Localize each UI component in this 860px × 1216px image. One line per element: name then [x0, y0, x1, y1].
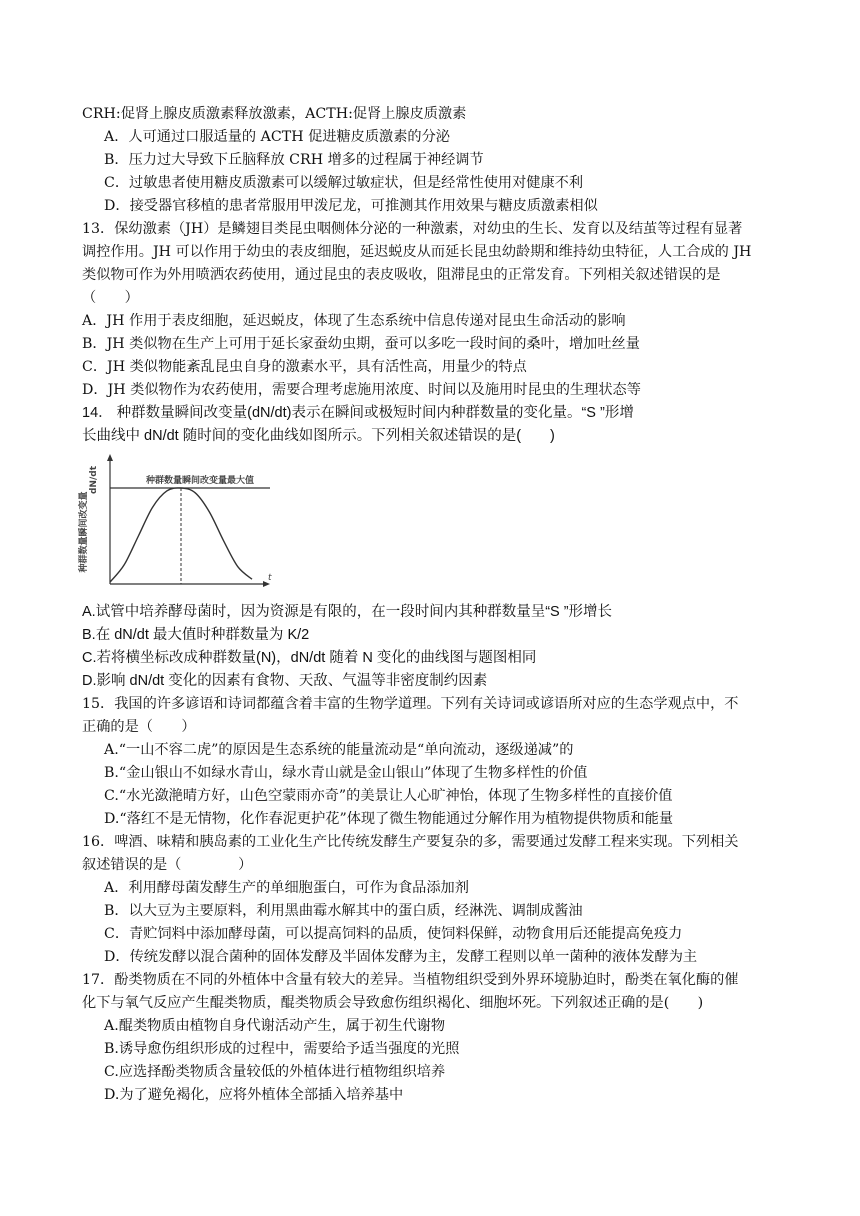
option-d: D．接受器官移植的患者常服用甲泼尼龙，可推测其作用效果与糖皮质激素相似 — [104, 198, 598, 214]
max-value-annotation: 种群数量瞬间改变量最大值 — [146, 476, 255, 486]
question-13-stem: 13．保幼激素（JH）是鳞翅目类昆虫咽侧体分泌的一种激素，对幼虫的生长、发育以及结茧等过程有显著 — [82, 221, 743, 237]
option-a: A.“一山不容二虎”的原因是生态系统的能量流动是“单向流动，逐级递减”的 — [104, 742, 574, 758]
text-line: CRH:促肾上腺皮质激素释放激素，ACTH:促肾上腺皮质激素 — [82, 106, 467, 122]
y-axis-label: 种群数量瞬间改变量 — [79, 491, 89, 573]
option-a: A.醌类物质由植物自身代谢活动产生，属于初生代谢物 — [104, 1018, 446, 1034]
question-13-stem: 类似物可作为外用喷洒农药使用，通过昆虫的表皮吸收，阻滞昆虫的正常发育。下列相关叙述错误的是 — [82, 267, 721, 283]
option-d: D.“落红不是无情物，化作春泥更护花”体现了微生物能通过分解作用为植物提供物质和能量 — [104, 811, 674, 827]
option-d: D.为了避免褐化，应将外植体全部插入培养基中 — [104, 1087, 404, 1103]
option-a: A.试管中培养酵母菌时，因为资源是有限的，在一段时间内其种群数量呈“S ”形增长 — [82, 604, 613, 620]
option-d: D．JH 类似物作为农药使用，需要合理考虑施用浓度、时间以及施用时昆虫的生理状态等 — [82, 382, 641, 398]
option-c: C．青贮饲料中添加酵母菌，可以提高饲料的品质，使饲料保鲜，动物食用后还能提高免疫力 — [104, 926, 683, 942]
option-b: B．以大豆为主要原料，利用黑曲霉水解其中的蛋白质，经淋洗、调制成酱油 — [104, 903, 583, 919]
option-c: C．过敏患者使用糖皮质激素可以缓解过敏症状，但是经常性使用对健康不利 — [104, 175, 584, 191]
option-c: C．JH 类似物能紊乱昆虫自身的激素水平，具有活性高，用量少的特点 — [82, 359, 527, 375]
answer-blank: （ ） — [82, 290, 139, 306]
option-b: B．JH 类似物在生产上可用于延长家蚕幼虫期，蚕可以多吃一段时间的桑叶，增加吐丝量 — [82, 336, 640, 352]
x-axis-label: t — [268, 573, 272, 583]
option-c: C.若将横坐标改成种群数量(N)，dN/dt 随着 N 变化的曲线图与题图相同 — [82, 650, 537, 666]
question-16-stem: 16．啤酒、味精和胰岛素的工业化生产比传统发酵生产要复杂的多，需要通过发酵工程来实现。下列相关 — [82, 834, 739, 850]
question-15-stem: 15．我国的许多谚语和诗词都蕴含着丰富的生物学道理。下列有关诗词或谚语所对应的生态学观点中，不 — [82, 696, 739, 712]
option-b: B.“金山银山不如绿水青山，绿水青山就是金山银山”体现了生物多样性的价值 — [104, 765, 588, 781]
y-axis-arrow — [107, 454, 113, 461]
option-c: C.“水光潋滟晴方好，山色空蒙雨亦奇”的美景让人心旷神怡，体现了生物多样性的直接价值 — [104, 788, 673, 804]
option-b: B．压力过大导致下丘脑释放 CRH 增多的过程属于神经调节 — [104, 152, 484, 168]
option-b: B.在 dN/dt 最大值时种群数量为 K/2 — [82, 627, 310, 643]
question-13-stem: 调控作用。JH 可以作用于幼虫的表皮细胞，延迟蜕皮从而延长昆虫幼龄期和维持幼虫特征，人工合成的 JH — [82, 244, 752, 260]
question-17-stem: 17．酚类物质在不同的外植体中含量有较大的差异。当植物组织受到外界环境胁迫时，酚类在氧化酶的催 — [82, 972, 739, 988]
option-d: D.影响 dN/dt 变化的因素有食物、天敌、气温等非密度制约因素 — [82, 673, 488, 689]
y-axis-symbol: dN/dt — [89, 466, 99, 495]
question-15-stem: 正确的是（ ） — [82, 719, 196, 735]
option-a: A．JH 作用于表皮细胞，延迟蜕皮，体现了生态系统中信息传递对昆虫生命活动的影响 — [82, 313, 626, 329]
option-d: D．传统发酵以混合菌种的固体发酵及半固体发酵为主，发酵工程则以单一菌种的液体发酵为主 — [104, 949, 698, 965]
question-17-stem: 化下与氧气反应产生醌类物质，醌类物质会导致愈伤组织褐化、细胞坏死。下列叙述正确的是( ) — [82, 995, 704, 1011]
question-14-stem: 长曲线中 dN/dt 随时间的变化曲线如图所示。下列相关叙述错误的是( ) — [82, 428, 555, 444]
option-b: B.诱导愈伤组织形成的过程中，需要给予适当强度的光照 — [104, 1041, 460, 1057]
option-a: A．人可通过口服适量的 ACTH 促进糖皮质激素的分泌 — [104, 129, 450, 145]
option-c: C.应选择酚类物质含量较低的外植体进行植物组织培养 — [104, 1064, 446, 1080]
population-growth-rate-chart — [76, 452, 286, 592]
option-a: A．利用酵母菌发酵生产的单细胞蛋白，可作为食品添加剂 — [104, 880, 469, 896]
question-14-stem: 14． 种群数量瞬间改变量(dN/dt)表示在瞬间或极短时间内种群数量的变化量。“S ”形增 — [82, 405, 634, 421]
question-16-stem: 叙述错误的是（ ） — [82, 857, 253, 873]
